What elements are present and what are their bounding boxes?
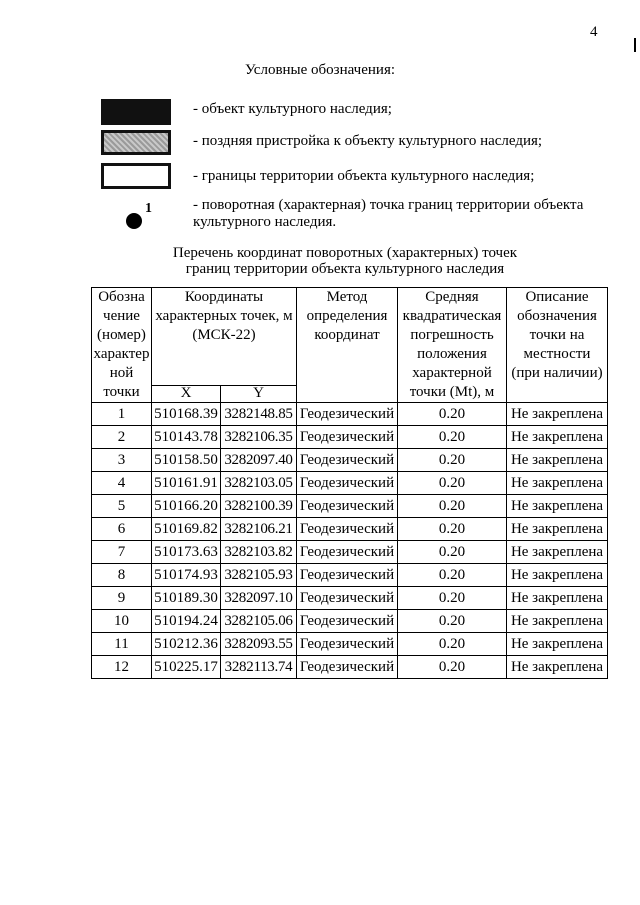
cell-mt: 0.20: [398, 564, 507, 587]
cell-y: 3282106.21: [221, 518, 297, 541]
header-x: X: [152, 386, 221, 403]
cell-mt: 0.20: [398, 449, 507, 472]
cell-n: 7: [92, 541, 152, 564]
cell-n: 12: [92, 656, 152, 679]
cell-mt: 0.20: [398, 518, 507, 541]
cell-desc: Не закреплена: [507, 564, 608, 587]
cell-method: Геодезический: [297, 403, 398, 426]
cell-y: 3282097.10: [221, 587, 297, 610]
header-coordinates: Координаты характерных точек, м (МСК-22): [152, 288, 297, 386]
cell-desc: Не закреплена: [507, 472, 608, 495]
cell-mt: 0.20: [398, 610, 507, 633]
coordinates-list-title-line2: границ территории объекта культурного наследия: [185, 261, 505, 277]
cell-x: 510166.20: [152, 495, 221, 518]
cell-mt: 0.20: [398, 472, 507, 495]
table-row: [92, 633, 608, 656]
cell-desc: Не закреплена: [507, 426, 608, 449]
cell-n: 8: [92, 564, 152, 587]
cell-n: 5: [92, 495, 152, 518]
coordinates-list-title: [0, 245, 640, 277]
table-row: [92, 610, 608, 633]
cell-n: 9: [92, 587, 152, 610]
cell-method: Геодезический: [297, 472, 398, 495]
table-row: [92, 449, 608, 472]
turning-point-marker-number: 1: [145, 201, 152, 216]
cell-x: 510194.24: [152, 610, 221, 633]
edge-mark: [634, 38, 636, 52]
cell-method: Геодезический: [297, 495, 398, 518]
cell-desc: Не закреплена: [507, 610, 608, 633]
legend-swatch-heritage-object: [101, 99, 171, 125]
legend-item-territory-boundary: - границы территории объекта культурного наследия;: [193, 168, 535, 184]
cell-x: 510143.78: [152, 426, 221, 449]
cell-method: Геодезический: [297, 656, 398, 679]
cell-method: Геодезический: [297, 633, 398, 656]
cell-method: Геодезический: [297, 564, 398, 587]
header-method: Метод определения координат: [297, 288, 398, 403]
cell-desc: Не закреплена: [507, 495, 608, 518]
cell-method: Геодезический: [297, 541, 398, 564]
cell-x: 510225.17: [152, 656, 221, 679]
cell-y: 3282105.93: [221, 564, 297, 587]
coordinates-list-title-line1: Перечень координат поворотных (характерных) точек: [172, 245, 518, 261]
cell-method: Геодезический: [297, 587, 398, 610]
table-row: [92, 403, 608, 426]
cell-mt: 0.20: [398, 541, 507, 564]
coordinates-table-body: [92, 403, 608, 679]
cell-x: 510173.63: [152, 541, 221, 564]
cell-x: 510169.82: [152, 518, 221, 541]
cell-method: Геодезический: [297, 610, 398, 633]
table-row: [92, 587, 608, 610]
cell-y: 3282148.85: [221, 403, 297, 426]
header-error: Средняя квадратическая погрешность положения характерной точки (Mt), м: [398, 288, 507, 403]
cell-x: 510161.91: [152, 472, 221, 495]
coordinates-table: [91, 287, 608, 679]
cell-n: 2: [92, 426, 152, 449]
cell-y: 3282093.55: [221, 633, 297, 656]
cell-mt: 0.20: [398, 656, 507, 679]
cell-method: Геодезический: [297, 449, 398, 472]
cell-desc: Не закреплена: [507, 403, 608, 426]
legend-title: Условные обозначения:: [244, 62, 396, 78]
cell-mt: 0.20: [398, 587, 507, 610]
cell-n: 6: [92, 518, 152, 541]
cell-y: 3282113.74: [221, 656, 297, 679]
cell-desc: Не закреплена: [507, 587, 608, 610]
cell-y: 3282105.06: [221, 610, 297, 633]
cell-n: 10: [92, 610, 152, 633]
cell-x: 510189.30: [152, 587, 221, 610]
table-row: [92, 495, 608, 518]
cell-mt: 0.20: [398, 426, 507, 449]
table-row: [92, 541, 608, 564]
cell-method: Геодезический: [297, 426, 398, 449]
header-y: Y: [221, 386, 297, 403]
page-number: 4: [590, 24, 598, 40]
cell-n: 11: [92, 633, 152, 656]
cell-desc: Не закреплена: [507, 449, 608, 472]
cell-desc: Не закреплена: [507, 633, 608, 656]
cell-desc: Не закреплена: [507, 541, 608, 564]
table-row: [92, 518, 608, 541]
legend-item-turning-point: - поворотная (характерная) точка границ территории объекта культурного наследия.: [193, 197, 584, 230]
turning-point-marker-icon: [126, 213, 142, 229]
legend-swatch-territory-boundary: [101, 163, 171, 189]
legend-item-heritage-object: - объект культурного наследия;: [193, 101, 392, 117]
cell-desc: Не закреплена: [507, 518, 608, 541]
cell-n: 1: [92, 403, 152, 426]
legend-item-later-extension: - поздняя пристройка к объекту культурного наследия;: [193, 133, 543, 149]
cell-x: 510168.39: [152, 403, 221, 426]
cell-x: 510212.36: [152, 633, 221, 656]
table-row: [92, 656, 608, 679]
table-row: [92, 564, 608, 587]
cell-mt: 0.20: [398, 495, 507, 518]
cell-mt: 0.20: [398, 403, 507, 426]
table-row: [92, 472, 608, 495]
cell-method: Геодезический: [297, 518, 398, 541]
cell-x: 510158.50: [152, 449, 221, 472]
cell-desc: Не закреплена: [507, 656, 608, 679]
cell-x: 510174.93: [152, 564, 221, 587]
header-description: Описание обозначения точки на местности (при наличии): [507, 288, 608, 403]
cell-y: 3282097.40: [221, 449, 297, 472]
legend-swatch-later-extension: [101, 130, 171, 155]
cell-mt: 0.20: [398, 633, 507, 656]
cell-n: 3: [92, 449, 152, 472]
cell-n: 4: [92, 472, 152, 495]
cell-y: 3282103.82: [221, 541, 297, 564]
table-row: [92, 426, 608, 449]
cell-y: 3282100.39: [221, 495, 297, 518]
cell-y: 3282106.35: [221, 426, 297, 449]
header-designation: Обозна чение (номер) характер ной точки: [92, 288, 152, 403]
cell-y: 3282103.05: [221, 472, 297, 495]
